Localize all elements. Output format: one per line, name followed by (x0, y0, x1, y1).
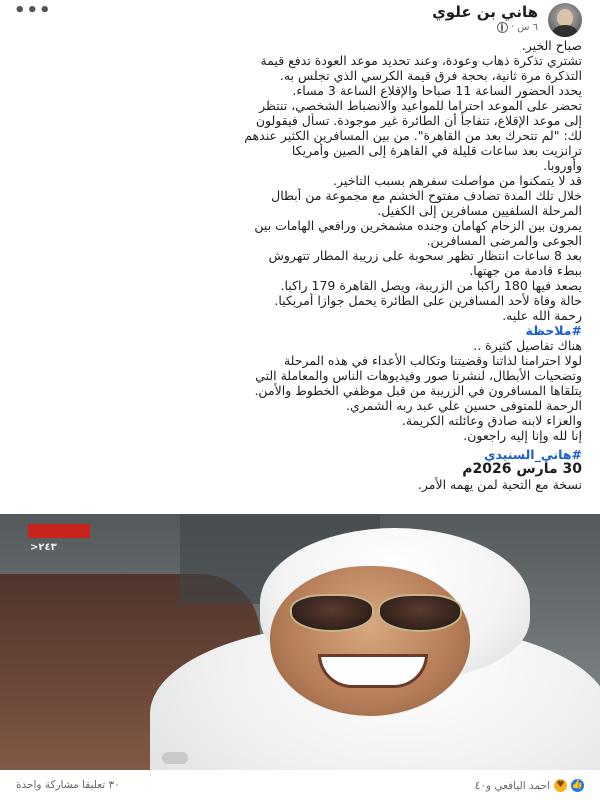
post-line: وأوروبا. (543, 158, 582, 173)
post-line: ترانزيت بعد ساعات قليلة في القاهرة إلى الصين وأمريكا (291, 143, 582, 158)
post-line: حالة وفاة لأحد المسافرين على الطائرة يحمل جوازا أمريكيا. (274, 293, 582, 308)
channel-logo (28, 524, 90, 556)
note-hashtag-link[interactable]: #ملاحظة (525, 323, 582, 338)
globe-icon (497, 22, 508, 33)
reactions-summary[interactable] (475, 779, 584, 792)
photo-face (270, 566, 470, 716)
post-photo[interactable] (0, 514, 600, 770)
post-footer (0, 772, 600, 800)
post-line: رحمة الله عليه. (502, 308, 582, 323)
logo-bar (28, 524, 90, 538)
note-line: وتضحيات الأبطال، لنشرنا صور وفيديوهات الناس والمعاملة التي (255, 368, 582, 383)
post-meta: ٦ س · (497, 22, 538, 33)
like-icon: 👍 (571, 780, 584, 790)
post-line: التذكرة مرة ثانية، بحجة فرق قيمة الكرسي الذي تجلس به. (279, 68, 582, 83)
post-line: خلال تلك المدة تصادف مفتوح الخشم مع مجموعة من أبطال (271, 188, 582, 203)
post-header (0, 0, 600, 36)
post-text (18, 38, 582, 492)
avatar-body (552, 25, 578, 37)
post-line: ببطء قادمة من جهتها. (469, 263, 582, 278)
sunglasses-lens-left (290, 594, 374, 632)
comments-shares-count[interactable]: ٣٠ تعليقا مشاركة واحدة (16, 779, 120, 791)
note-line: والعزاء لابنه صادق وعائلته الكريمة. (401, 413, 582, 428)
sunglasses-lens-right (378, 594, 462, 632)
author-name[interactable]: هاني بن علوي (432, 3, 538, 21)
post-line: الجوعى والمرضى المسافرين. (426, 233, 582, 248)
signature-hashtag-link[interactable]: #هاني_السنيدي (483, 447, 582, 462)
note-line: يتلقاها المسافرون في الزريبة من قبل موظفي الخطوط والأمن. (254, 383, 582, 398)
note-line: هناك تفاصيل كثيرة .. (473, 338, 582, 353)
note-line: لولا احترامنا لذاتنا وقضيتنا وتكالب الأعداء في هذه المرحلة (283, 353, 582, 368)
post-line: المرحلة السلفيين مسافرين إلى الكفيل. (377, 203, 582, 218)
post-line: تحضر على الموعد احتراما للمواعيد والانضباط الشخصي، تنتظر (259, 98, 582, 113)
note-line: الرحمة للمتوفى حسين علي عبد ربه الشمري. (346, 398, 582, 413)
author-avatar[interactable] (548, 3, 582, 37)
post-time[interactable]: ٦ س (517, 22, 538, 33)
post-line: صباح الخير. (521, 38, 582, 53)
reactions-text: احمد اليافعي و٤٠ (474, 779, 550, 792)
closing-line: نسخة مع التحية لمن يهمه الأمر. (417, 477, 582, 492)
post-date: 30 مارس 2026م (462, 462, 582, 477)
more-options-icon[interactable]: ••• (14, 0, 52, 21)
care-icon: ♥ (554, 779, 567, 792)
logo-text: >٢٤٣ (30, 542, 57, 553)
post-line: يصعد فيها 180 راكبا من الزريبة، ويصل القاهرة 179 راكبا. (280, 278, 582, 293)
post-line: يحدد الحضور الساعة 11 صباحا والإقلاع الساعة 3 مساء. (292, 83, 582, 98)
post-line: إلى موعد الإقلاع، تتفاجأ أن الطائرة غير موجودة. تسأل فيقولون (255, 113, 582, 128)
post-line: تشتري تذكرة ذهاب وعودة، وعند تحديد موعد العودة تدفع قيمة (260, 53, 582, 68)
photo-ring (162, 752, 188, 764)
post-line: لك: "لم تتحرك بعد من القاهرة". من بين المسافرين الكثير عندهم (244, 128, 582, 143)
post-line: بعد 8 ساعات انتظار تظهر سحوبة على زريبة المطار تتهروش (268, 248, 582, 263)
note-line: إنا لله وإنا إليه راجعون. (463, 428, 582, 443)
photo-smile (318, 654, 428, 688)
post-line: يمرون بين الزحام كهامان وجنده مشمخرين ورافعي الهامات بين (254, 218, 582, 233)
post-line: قد لا يتمكنوا من مواصلت سفرهم بسبب التاخير. (333, 173, 582, 188)
